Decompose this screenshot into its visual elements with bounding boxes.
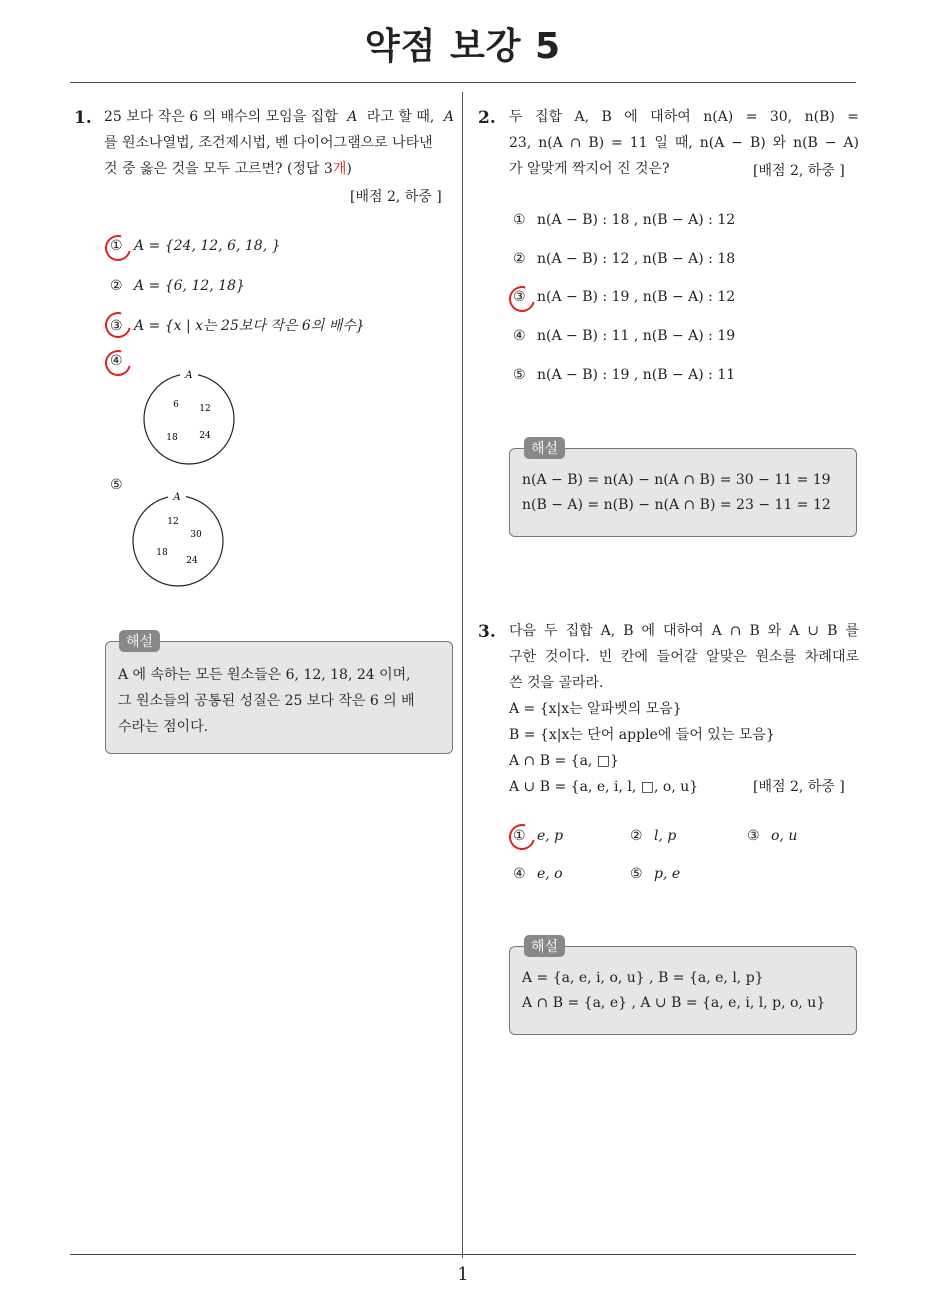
q3-solution-line2: A ∩ B = {a, e} , A ∪ B = {a, e, i, l, p, o, u} (522, 995, 826, 1011)
venn-4-element: 12 (199, 404, 211, 414)
venn-5-element: 18 (156, 548, 168, 558)
q1-option-3[interactable]: ③ A = {x | x는 25보다 작은 6의 배수} (110, 318, 365, 334)
q2-option-2[interactable]: ② n(A − B) : 12 , n(B − A) : 18 (513, 251, 736, 267)
venn-5-element: 30 (190, 530, 202, 540)
q1-solution-line2: 그 원소들의 공통된 성질은 25 보다 작은 6 의 배 (118, 693, 415, 709)
venn-4-label: A (185, 370, 193, 381)
q1-solution-label: 해설 (119, 630, 160, 652)
q2-option-3[interactable]: ③ n(A − B) : 19 , n(B − A) : 12 (513, 289, 736, 305)
venn-4-element: 24 (199, 431, 211, 441)
q2-solution-line1: n(A − B) = n(A) − n(A ∩ B) = 30 − 11 = 19 (522, 472, 831, 488)
top-rule (70, 82, 856, 83)
q3-solution-line1: A = {a, e, i, o, u} , B = {a, e, l, p} (522, 970, 764, 986)
q2-option-1[interactable]: ① n(A − B) : 18 , n(B − A) : 12 (513, 212, 736, 228)
q1-score: [배점 2, 하중 ] (350, 189, 442, 205)
q3-solution-box (509, 946, 857, 1035)
q2-solution-box (509, 448, 857, 537)
q2-solution-line2: n(B − A) = n(B) − n(A ∩ B) = 23 − 11 = 12 (522, 497, 831, 513)
q2-text-line2: 23, n(A ∩ B) = 11 일 때, n(A − B) 와 n(B − A) (509, 135, 859, 151)
venn-4-element: 6 (173, 400, 179, 410)
venn-5-element: 24 (186, 556, 198, 566)
venn-5-label: A (173, 492, 181, 503)
q1-var-a-2: A (443, 109, 454, 125)
venn-5-element: 12 (167, 517, 179, 527)
column-divider (462, 92, 463, 1258)
q1-text-red: 개 (332, 161, 347, 177)
q3-option-4[interactable]: ④ e, o (513, 866, 563, 882)
q1-option-4[interactable]: ④ (110, 353, 123, 369)
q3-set-b: B = {x|x는 단어 apple에 들어 있는 모음} (509, 727, 775, 743)
page-number: 1 (457, 1264, 469, 1285)
venn-4-element: 18 (166, 433, 178, 443)
venn-diagram-5 (130, 488, 230, 592)
q1-solution-box (105, 641, 453, 754)
q2-score: [배점 2, 하중 ] (753, 163, 845, 179)
q2-option-4[interactable]: ④ n(A − B) : 11 , n(B − A) : 19 (513, 328, 736, 344)
q1-text-line3a: 것 중 옳은 것을 모두 고르면? (정답 3 (104, 161, 333, 177)
q3-option-5[interactable]: ⑤ p, e (630, 866, 681, 882)
question-1-number: 1. (74, 108, 92, 128)
bottom-rule (70, 1254, 856, 1255)
q1-var-a: A (347, 109, 358, 125)
q1-solution-line1: A 에 속하는 모든 원소들은 6, 12, 18, 24 이며, (118, 667, 411, 683)
q3-score: [배점 2, 하중 ] (753, 779, 845, 795)
q1-option-1[interactable]: ① A = {24, 12, 6, 18, } (110, 238, 281, 254)
q1-option-2[interactable]: ② A = {6, 12, 18} (110, 278, 245, 294)
q3-set-a: A = {x|x는 알파벳의 모음} (509, 701, 682, 717)
q3-text-line2: 구한 것이다. 빈 칸에 들어갈 알맞은 원소를 차례대로 (509, 649, 859, 665)
q1-text-line2: 를 원소나열법, 조건제시법, 벤 다이어그램으로 나타낸 (104, 135, 433, 151)
q3-union: A ∪ B = {a, e, i, l, □, o, u} (509, 779, 699, 795)
q2-solution-label: 해설 (524, 437, 565, 459)
q2-option-5[interactable]: ⑤ n(A − B) : 19 , n(B − A) : 11 (513, 367, 736, 383)
q3-solution-label: 해설 (524, 935, 565, 957)
q3-option-2[interactable]: ② l, p (630, 828, 677, 844)
q1-text-line3b: ) (346, 161, 352, 177)
q1-solution-line3: 수라는 점이다. (118, 719, 209, 735)
page-title: 약점 보강 5 (364, 26, 562, 67)
question-1-text (104, 104, 454, 182)
question-3-number: 3. (478, 622, 496, 642)
q3-intersection: A ∩ B = {a, □} (509, 753, 619, 769)
question-3-text (509, 618, 859, 800)
q2-text-line3: 가 알맞게 짝지어 진 것은? (509, 161, 670, 177)
q3-option-1[interactable]: ① e, p (513, 828, 564, 844)
q3-text-line3: 쓴 것을 골라라. (509, 675, 604, 691)
q3-text-line1: 다음 두 집합 A, B 에 대하여 A ∩ B 와 A ∪ B 를 (509, 623, 859, 639)
q1-text-line1b: 라고 할 때, (366, 109, 435, 125)
q1-text-line1: 25 보다 작은 6 의 배수의 모임을 집합 (104, 109, 338, 125)
venn-5-circle (133, 496, 223, 586)
q3-option-3[interactable]: ③ o, u (747, 828, 798, 844)
venn-diagram-4 (140, 366, 240, 470)
q1-option-5[interactable]: ⑤ (110, 477, 123, 493)
question-2-number: 2. (478, 108, 496, 128)
q2-text-line1: 두 집합 A, B 에 대하여 n(A) = 30, n(B) = (509, 109, 859, 125)
venn-4-circle (144, 374, 234, 464)
